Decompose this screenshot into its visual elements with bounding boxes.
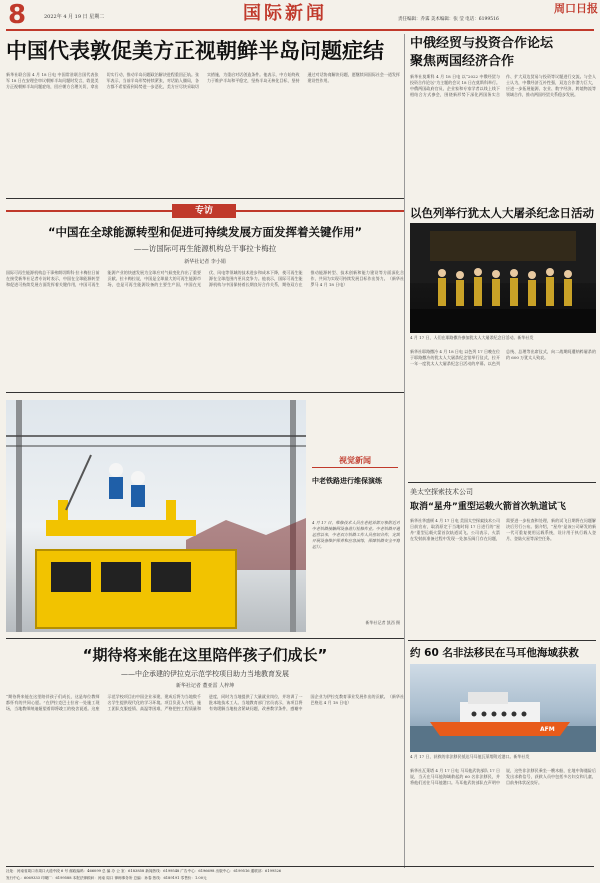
- israel-body: 新华社耶路撒冷 4 月 18 日电 以色列 17 日晚在位于耶路撒冷的犹太人大屠杀纪念馆举行仪式，拉开一年一度犹太人大屠杀纪念日活动的序幕。以色列总统、总理等出席仪式，向二战期间遭纳粹屠杀的约 600 万犹太人致哀。: [410, 349, 596, 366]
- rail-corner-tag: 视觉新闻: [312, 454, 398, 468]
- school-byline: 新华社记者 董亚雷 人梓坤: [175, 683, 235, 689]
- school-body: “期待将来能在这里陪伴孩子们成长，这是每位教师都怀有的共同心愿。”在伊拉克巴士拉省一处施工现场，当地教师纳迪娅望着即将竣工的校舍说道。这座示范学校项目由中国企业承建，建成后将为当地数千名学生提供现代化的学习环境。项目负责人介绍，施工团队克服疫情、高温等困难，严格把控工程质量和进度，同时为当地提供了大量就业岗位，并培训了一批本地技术工人。当地教育部门官员表示，该项目将有效缓解当地校舍紧缺问题，改善教学条件，感谢中国企业为伊拉克教育事业发展作出的贡献。（新华社巴格达 4 月 18 日电）: [6, 694, 404, 711]
- migrants-body: 新华社瓦莱塔 4 月 17 日电 马耳他武装部队 17 日说，当天在马耳他海域救起约 60 名非法移民，并将他们送往马耳他港口。马耳他武装部队在声明中说，这些非法移民乘坐一艘木船，在地中海遇险后发出求救信号，获救人员中包括多名妇女和儿童，目前身体状况良好。: [410, 768, 596, 785]
- israel-photo: [410, 223, 596, 333]
- footer-line2: 发行中心：6069333 印刷厂：6199588 本报法律顾问：河南 周口 律师事务所 总编：孙春 热线：6189191 零售价：1.00元: [6, 876, 207, 880]
- migrants-headline: 约 60 名非法移民在马耳他海域获救: [410, 647, 579, 659]
- section-rule: [408, 640, 596, 641]
- section-rule: [408, 482, 596, 483]
- masthead-rule: [6, 29, 594, 31]
- side-body: 新华社莫斯科 4 月 18 日电 以“2022 中俄经贸与投资合作论坛”为主题的会议 18 日在莫斯科举行。中俄两国政府官员、企业家和专家学者以线上线下相结合方式参会，围绕新形势下深化两国务实合作、扩大双边贸易与投资等议题进行交流。与会人士认为，中俄经济互补性强，双边合作潜力巨大，应进一步拓展能源、农业、数字经济、跨境物流等领域合作，推动两国经贸关系稳步发展。: [410, 74, 596, 97]
- migrants-photo: [410, 664, 596, 752]
- lead-headline: 中国代表敦促美方正视朝鲜半岛问题症结: [6, 39, 384, 63]
- paper-logo: 周口日报: [554, 2, 598, 15]
- israel-photo-art: [410, 223, 596, 333]
- israel-caption: 4 月 17 日，人们在耶路撒冷参加犹太人大屠杀纪念日活动。新华社发: [410, 335, 534, 340]
- column-divider: [404, 34, 405, 198]
- feature-subheadline: ——访国际可再生能源机构总干事拉卡梅拉: [133, 244, 277, 253]
- footer-line1: 社址：河南省周口市周口大道中段 6 号 邮政编码：466099 总 编 办 公 室：6183858 新闻热线：6199548 广告中心：6196698 出版中心：6199516 通联部：6199526: [6, 869, 282, 873]
- migrants-photo-art: [410, 664, 596, 752]
- page-number: 8: [8, 1, 27, 29]
- rail-photo: [6, 400, 306, 632]
- space-body: 新华社华盛顿 4 月 17 日电 美国太空探索技术公司日前宣布，取消原定于当地时间 17 日进行的“星舟”重型运载火箭首次轨道试飞。公司表示，火箭在发射前准备过程中发现一处加压阀门存在问题，需要进一步检查和处理，新的试飞日期将在问题解决后另行公布。据介绍，“星舟”是该公司研发的新一代可重复使用运载系统，设计用于执行载人登月、登陆火星等深空任务。: [410, 518, 596, 541]
- israel-headline: 以色列举行犹太人大屠杀纪念日活动: [410, 206, 594, 220]
- rail-caption: 4 月 17 日，维修技术人员在老挝首都万象附近对中老铁路接触网设备进行检修作业。中老铁路开通运营以来，中老双方铁路工作人员密切合作，定期开展设备维护保养和应急演练，保障铁路安全平稳运行。: [312, 520, 400, 549]
- side-headline-line1: 中俄经贸与投资合作论坛: [410, 36, 554, 51]
- date-line: 2022年 4 月 19 日 星期二: [44, 14, 105, 20]
- boat-label: AFM: [540, 726, 555, 733]
- lead-body: 新华社联合国 4 月 18 日电 中国常驻联合国代表张军 18 日在安理会审议朝鲜半岛问题时发言，敦促美方正视朝鲜半岛问题症结，回应朝方合理关切，拿出切实行动，推动半岛问题政治解决进程重回正轨。张军表示，当前半岛形势持续紧张，对话陷入僵局，各方都不希望看到局势进一步恶化，美方应尽快采取切实措施，为重启对话创造条件。他表示，中方始终致力于维护半岛和平稳定，坚持半岛无核化目标，坚持通过对话协商解决问题，愿继续同国际社会一道发挥建设性作用。: [6, 72, 400, 89]
- migrants-caption: 4 月 17 日，获救的非法移民抵达马耳他瓦莱塔附近港口。新华社发: [410, 754, 530, 759]
- section-title: 国际新闻: [243, 3, 327, 24]
- feature-tag: [6, 204, 404, 218]
- section-rule: [6, 638, 404, 639]
- section-rule: [6, 198, 404, 199]
- rail-photo-art: [6, 400, 306, 632]
- footer-rule: [6, 866, 594, 867]
- school-headline: “期待将来能在这里陪伴孩子们成长”: [82, 646, 328, 664]
- rail-credit: 新华社记者 凯西 摄: [365, 620, 400, 625]
- editors-line: 责任编辑：乔霁 美术编辑：张 莹 电话：6199516: [398, 17, 499, 22]
- space-header: 美太空探索技术公司: [410, 488, 473, 496]
- side-headline-line2: 聚焦两国经济合作: [410, 54, 515, 69]
- feature-body: 国际可再生能源机构总干事弗朗切斯科·拉卡梅拉日前在接受新华社记者专访时表示，中国在全球能源转型和促进可持续发展方面发挥着关键作用，中国可再生能源产业的快速发展为全球应对气候变化作出了重要贡献。拉卡梅拉说，中国是全球最大的可再生能源市场，也是可再生能源设备的主要生产国，中国在光伏、风电等领域的技术进步和成本下降，使可再生能源在全球范围内更具竞争力。他表示，国际可再生能源机构与中国保持着长期良好合作关系，期待双方在推动能源转型、技术创新和能力建设等方面深化合作，共同为实现可持续发展目标作出努力。（新华社罗马 4 月 18 日电）: [6, 270, 404, 287]
- column-divider: [404, 482, 405, 868]
- masthead: [0, 0, 600, 30]
- feature-byline: 新华社记者 李小娟: [184, 259, 226, 265]
- feature-headline: “中国在全球能源转型和促进可持续发展方面发挥着关键作用”: [47, 225, 363, 239]
- section-rule: [6, 392, 404, 393]
- school-subheadline: ——中企承建的伊拉克示范学校项目助力当地教育发展: [121, 670, 289, 678]
- space-headline: 取消“星舟”重型运载火箭首次轨道试飞: [410, 502, 566, 512]
- rail-side-headline: 中老铁路进行维保演练: [312, 477, 382, 485]
- feature-tag-label: 专访: [172, 204, 236, 218]
